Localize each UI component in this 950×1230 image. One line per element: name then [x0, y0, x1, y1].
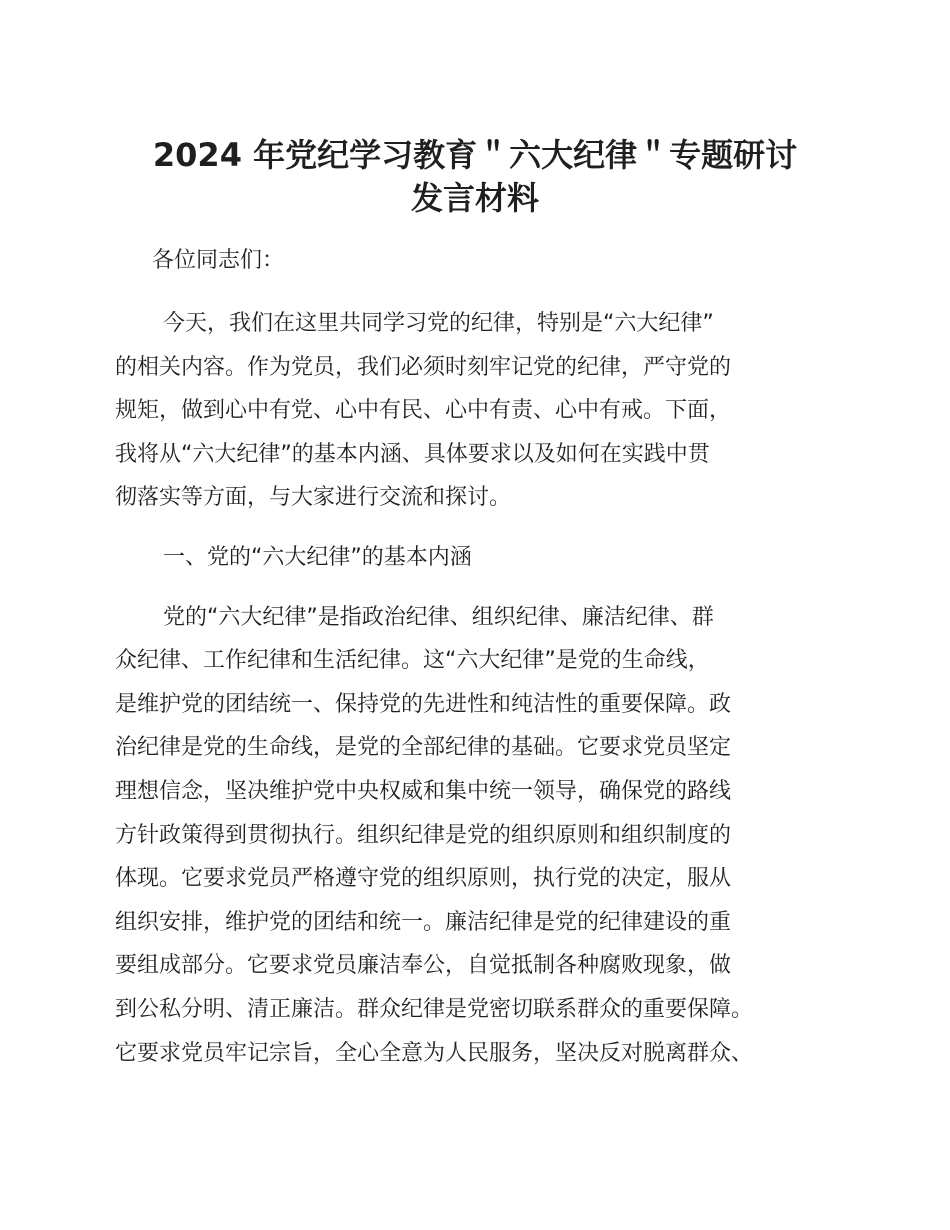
title-line-2: 发言材料	[410, 179, 539, 217]
paragraph-line: 理想信念，坚决维护党中央权威和集中统一领导，确保党的路线	[115, 778, 732, 804]
paragraph-line: 党的“六大纪律”是指政治纪律、组织纪律、廉洁纪律、群	[163, 604, 714, 630]
paragraph-line: 到公私分明、清正廉洁。群众纪律是党密切联系群众的重要保障。	[115, 996, 754, 1022]
paragraph-line: 体现。它要求党员严格遵守党的组织原则，执行党的决定，服从	[115, 866, 732, 892]
section-heading	[115, 536, 835, 580]
body-paragraph	[115, 596, 835, 1076]
section-heading-text: 一、党的“六大纪律”的基本内涵	[163, 544, 472, 570]
paragraph-line: 我将从“六大纪律”的基本内涵、具体要求以及如何在实践中贯	[115, 441, 710, 467]
paragraph-line: 彻落实等方面，与大家进行交流和探讨。	[115, 485, 512, 511]
paragraph-line: 它要求党员牢记宗旨，全心全意为人民服务，坚决反对脱离群众、	[115, 1040, 754, 1066]
paragraph-line: 规矩，做到心中有党、心中有民、心中有责、心中有戒。下面，	[115, 398, 732, 424]
title-line-1: 2024 年党纪学习教育＂六大纪律＂专题研讨	[152, 136, 798, 174]
document-title	[110, 134, 840, 220]
paragraph-line: 要组成部分。它要求党员廉洁奉公，自觉抵制各种腐败现象，做	[115, 953, 732, 979]
paragraph-line: 方针政策得到贯彻执行。组织纪律是党的组织原则和组织制度的	[115, 822, 732, 848]
paragraph-line: 今天，我们在这里共同学习党的纪律，特别是“六大纪律”	[163, 311, 714, 336]
paragraph-line: 组织安排，维护党的团结和统一。廉洁纪律是党的纪律建设的重	[115, 909, 732, 935]
document-body	[115, 302, 835, 1075]
intro-paragraph	[115, 302, 835, 520]
salutation: 各位同志们：	[152, 248, 285, 273]
paragraph-line: 治纪律是党的生命线，是党的全部纪律的基础。它要求党员坚定	[115, 735, 732, 761]
paragraph-line: 众纪律、工作纪律和生活纪律。这“六大纪律”是党的生命线，	[115, 648, 710, 674]
paragraph-line: 的相关内容。作为党员，我们必须时刻牢记党的纪律，严守党的	[115, 354, 732, 380]
paragraph-line: 是维护党的团结统一、保持党的先进性和纯洁性的重要保障。政	[115, 691, 732, 717]
